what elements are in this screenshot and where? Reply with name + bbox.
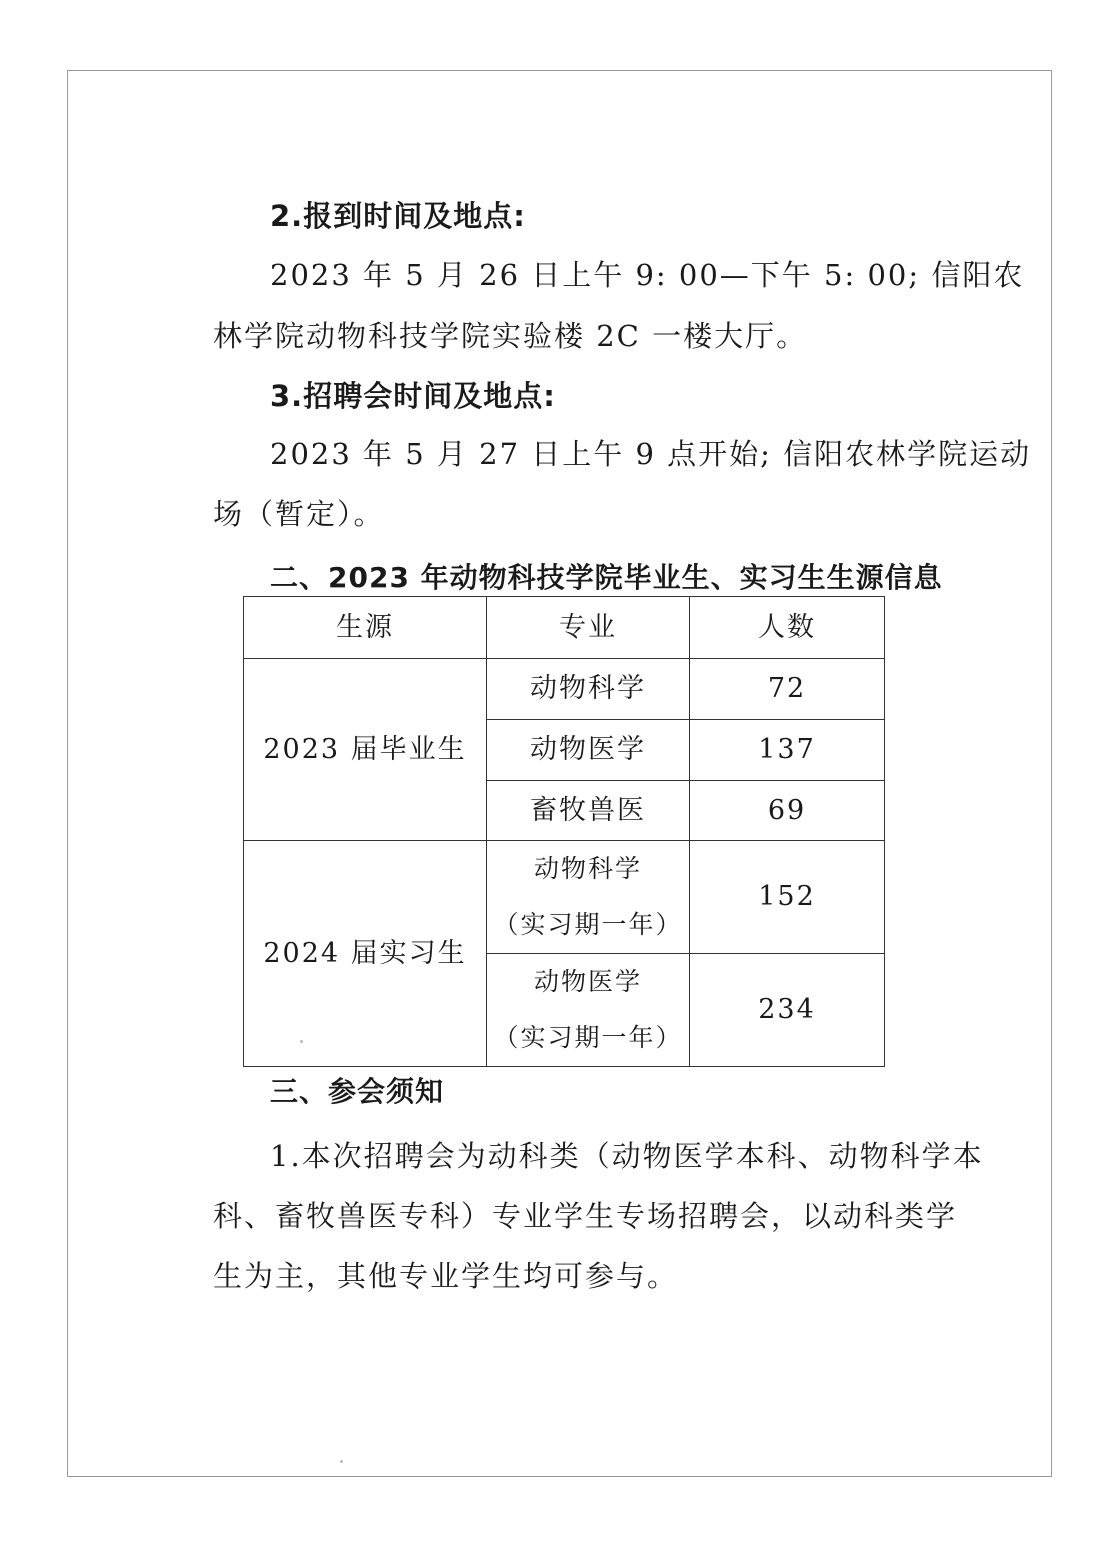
item3-line-1: 2023 年 5 月 27 日上午 9 点开始; 信阳农林学院运动 (270, 437, 1032, 471)
header-source: 生源 (244, 597, 487, 659)
notice-line-1: 1.本次招聘会为动科类（动物医学本科、动物科学本 (270, 1139, 984, 1173)
table-header-row (244, 597, 885, 659)
count-cell: 234 (690, 954, 885, 1067)
scan-speck (340, 1460, 343, 1463)
header-major: 专业 (487, 597, 690, 659)
count-cell: 69 (690, 781, 885, 841)
count-cell: 152 (690, 841, 885, 954)
notice-line-3: 生为主，其他专业学生均可参与。 (213, 1259, 679, 1293)
major-cell: 畜牧兽医 (487, 781, 690, 841)
major-note: （实习期一年） (493, 910, 683, 939)
item2-heading: 2.报到时间及地点: (270, 199, 526, 233)
item2-line-2: 林学院动物科技学院实验楼 2C 一楼大厅。 (213, 319, 808, 353)
count-cell: 72 (690, 659, 885, 720)
graduate-source-table (243, 596, 885, 1067)
scan-speck (300, 1040, 303, 1043)
item3-line-2: 场（暂定）。 (213, 497, 385, 531)
item3-heading: 3.招聘会时间及地点: (270, 379, 556, 413)
major-cell: 动物医学 (487, 720, 690, 781)
source-cell-2023: 2023 届毕业生 (244, 659, 487, 841)
section2-heading: 二、2023 年动物科技学院毕业生、实习生生源信息 (270, 561, 943, 594)
major-name: 动物科学 (533, 854, 642, 883)
table-row (244, 659, 885, 720)
notice-line-2: 科、畜牧兽医专科）专业学生专场招聘会，以动科类学 (213, 1199, 958, 1233)
count-cell: 137 (690, 720, 885, 781)
source-cell-2024: 2024 届实习生 (244, 841, 487, 1067)
header-count: 人数 (690, 597, 885, 659)
major-note: （实习期一年） (493, 1023, 683, 1052)
table-row (244, 841, 885, 954)
major-cell (487, 954, 690, 1067)
section3-heading: 三、参会须知 (270, 1075, 445, 1108)
item2-line-1: 2023 年 5 月 26 日上午 9: 00—下午 5: 00; 信阳农 (270, 258, 1025, 292)
major-name: 动物医学 (533, 967, 642, 996)
major-cell (487, 841, 690, 954)
major-cell: 动物科学 (487, 659, 690, 720)
